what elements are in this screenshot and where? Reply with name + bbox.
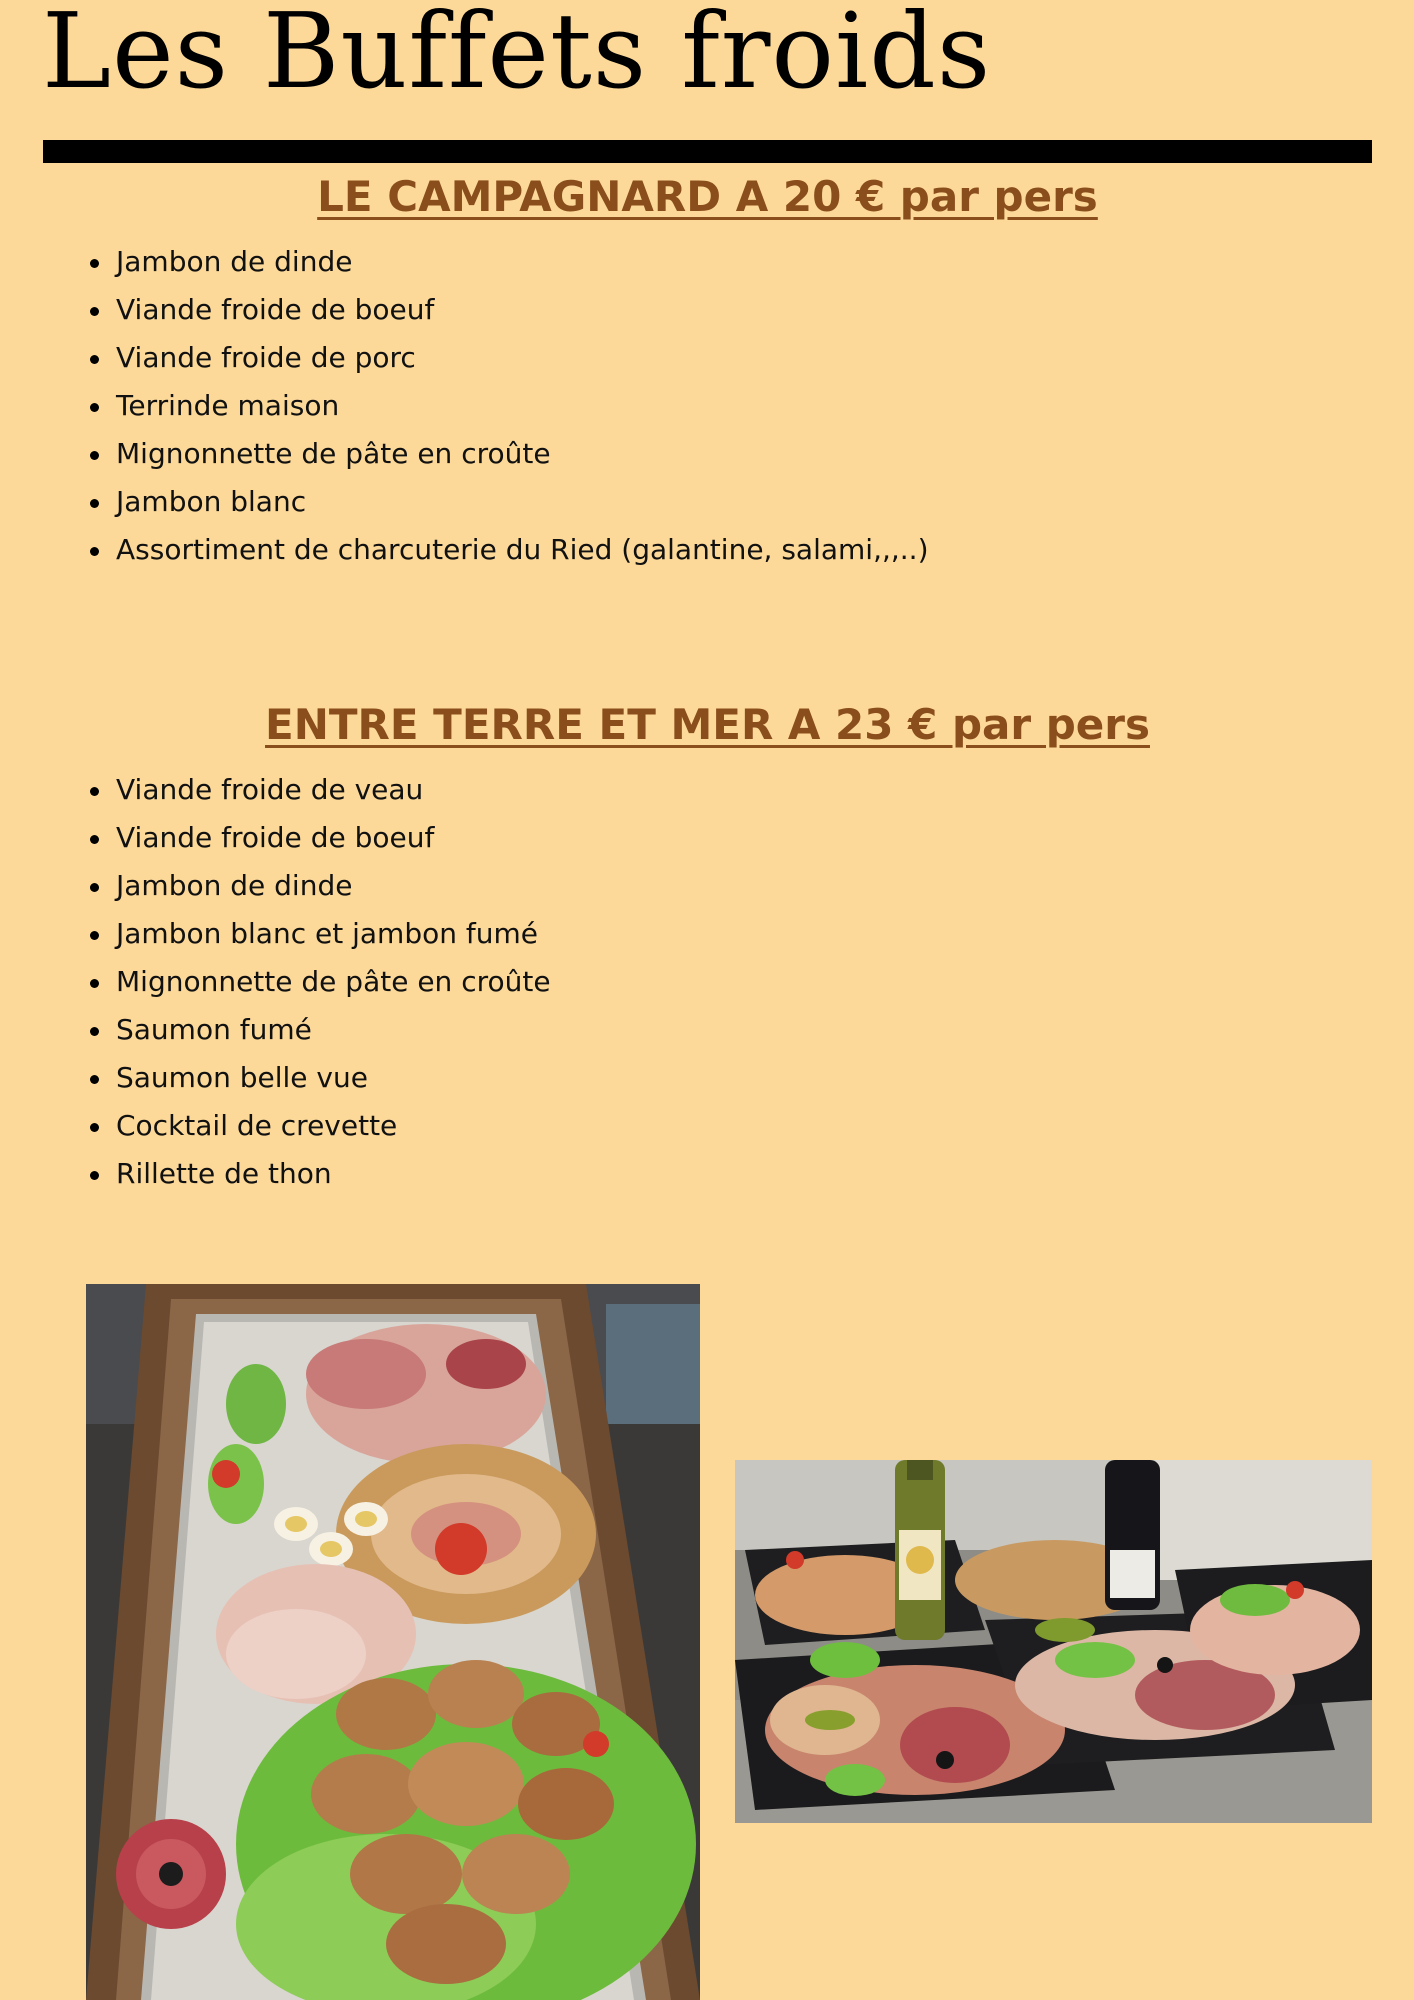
title-divider — [43, 140, 1372, 163]
menu-item: Rillette de thon — [116, 1150, 551, 1198]
menu-item: Viande froide de boeuf — [116, 286, 929, 334]
menu-item: Terrinde maison — [116, 382, 929, 430]
menu-item: Saumon belle vue — [116, 1054, 551, 1102]
menu-item: Jambon de dinde — [116, 238, 929, 286]
section-heading-terre-mer: ENTRE TERRE ET MER A 23 € par pers — [265, 700, 1150, 749]
section-heading-campagnard: LE CAMPAGNARD A 20 € par pers — [317, 172, 1098, 221]
buffet-trays-photo — [735, 1460, 1372, 1823]
buffet-platter-photo — [86, 1284, 700, 2000]
menu-item: Jambon de dinde — [116, 862, 551, 910]
menu-item: Jambon blanc et jambon fumé — [116, 910, 551, 958]
menu-item: Mignonnette de pâte en croûte — [116, 430, 929, 478]
menu-item: Viande froide de veau — [116, 766, 551, 814]
menu-list-terre-mer — [116, 766, 551, 1198]
menu-item: Viande froide de porc — [116, 334, 929, 382]
menu-item: Mignonnette de pâte en croûte — [116, 958, 551, 1006]
menu-item: Assortiment de charcuterie du Ried (galantine, salami,,,..) — [116, 526, 929, 574]
menu-item: Cocktail de crevette — [116, 1102, 551, 1150]
menu-item: Jambon blanc — [116, 478, 929, 526]
menu-item: Saumon fumé — [116, 1006, 551, 1054]
page-title: Les Buffets froids — [42, 0, 992, 112]
menu-item: Viande froide de boeuf — [116, 814, 551, 862]
menu-list-campagnard — [116, 238, 929, 574]
